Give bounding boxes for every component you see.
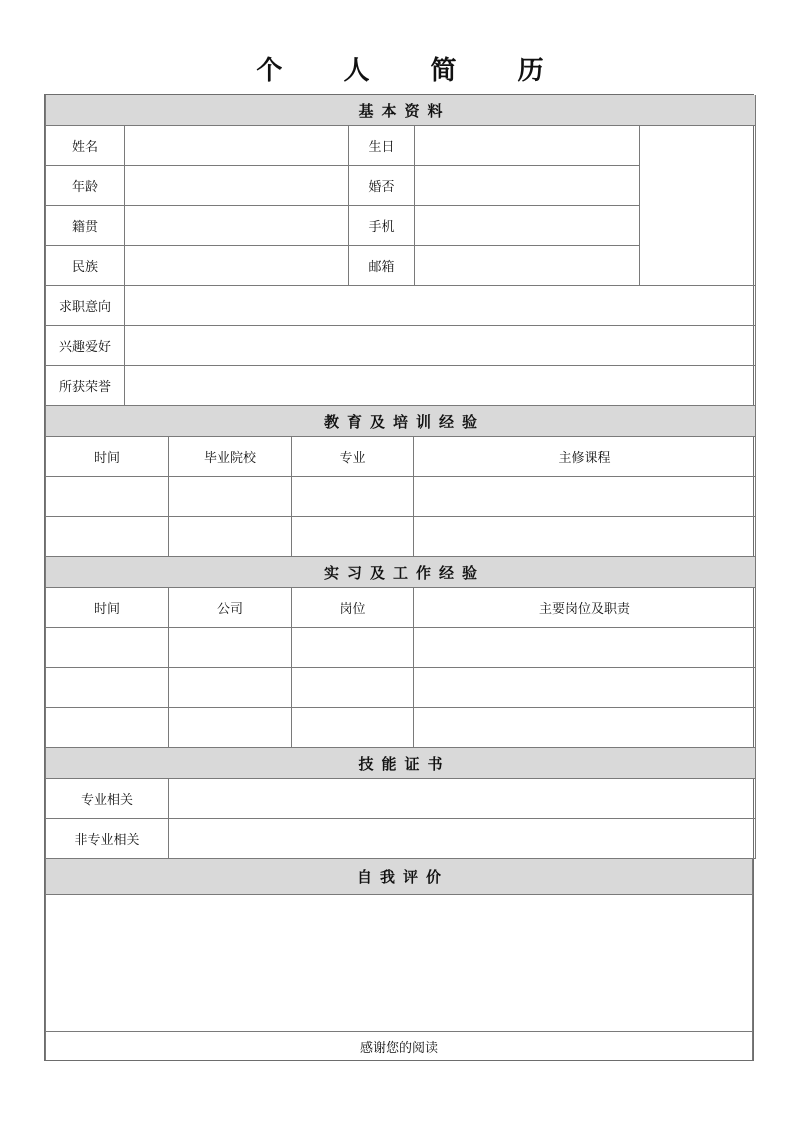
phone-field[interactable] xyxy=(415,206,640,246)
skills-section xyxy=(45,748,756,859)
work-cell[interactable] xyxy=(46,628,169,668)
age-label: 年龄 xyxy=(46,166,125,206)
self-eval-header: 自我评价 xyxy=(46,859,753,895)
self-eval-section xyxy=(45,859,753,1060)
skills-unrelated-field[interactable] xyxy=(169,819,756,859)
work-cell[interactable] xyxy=(169,668,292,708)
work-cell[interactable] xyxy=(414,708,756,748)
marital-field[interactable] xyxy=(415,166,640,206)
skills-related-field[interactable] xyxy=(169,779,756,819)
work-cell[interactable] xyxy=(414,628,756,668)
edu-cell[interactable] xyxy=(46,517,169,557)
ethnicity-field[interactable] xyxy=(125,246,349,286)
table-row xyxy=(46,708,756,748)
email-field[interactable] xyxy=(415,246,640,286)
edu-cell[interactable] xyxy=(414,517,756,557)
basic-info-section xyxy=(45,95,756,406)
hobbies-label: 兴趣爱好 xyxy=(46,326,125,366)
work-col-duties: 主要岗位及职责 xyxy=(414,588,756,628)
hometown-label: 籍贯 xyxy=(46,206,125,246)
work-col-time: 时间 xyxy=(46,588,169,628)
hobbies-field[interactable] xyxy=(125,326,756,366)
photo-box[interactable] xyxy=(640,126,756,286)
edu-cell[interactable] xyxy=(169,517,292,557)
work-cell[interactable] xyxy=(169,628,292,668)
page-title: 个 人 简 历 xyxy=(256,56,570,86)
table-row xyxy=(46,668,756,708)
basic-info-header: 基本资料 xyxy=(46,95,756,126)
honors-label: 所获荣誉 xyxy=(46,366,125,406)
skills-unrelated-label: 非专业相关 xyxy=(46,819,169,859)
work-cell[interactable] xyxy=(46,668,169,708)
work-cell[interactable] xyxy=(292,628,414,668)
phone-label: 手机 xyxy=(349,206,415,246)
email-label: 邮箱 xyxy=(349,246,415,286)
table-row xyxy=(46,517,756,557)
hometown-field[interactable] xyxy=(125,206,349,246)
edu-cell[interactable] xyxy=(46,477,169,517)
name-field[interactable] xyxy=(125,126,349,166)
footer-text: 感谢您的阅读 xyxy=(46,1032,753,1061)
birthday-field[interactable] xyxy=(415,126,640,166)
work-cell[interactable] xyxy=(414,668,756,708)
self-eval-field[interactable] xyxy=(46,895,753,1032)
name-label: 姓名 xyxy=(46,126,125,166)
age-field[interactable] xyxy=(125,166,349,206)
edu-cell[interactable] xyxy=(292,477,414,517)
education-header: 教育及培训经验 xyxy=(46,406,756,437)
work-cell[interactable] xyxy=(169,708,292,748)
honors-field[interactable] xyxy=(125,366,756,406)
marital-label: 婚否 xyxy=(349,166,415,206)
work-cell[interactable] xyxy=(46,708,169,748)
education-section xyxy=(45,406,756,557)
edu-cell[interactable] xyxy=(292,517,414,557)
work-cell[interactable] xyxy=(292,708,414,748)
edu-col-school: 毕业院校 xyxy=(169,437,292,477)
edu-col-major: 专业 xyxy=(292,437,414,477)
skills-header: 技能证书 xyxy=(46,748,756,779)
edu-cell[interactable] xyxy=(169,477,292,517)
edu-cell[interactable] xyxy=(414,477,756,517)
job-intention-label: 求职意向 xyxy=(46,286,125,326)
job-intention-field[interactable] xyxy=(125,286,756,326)
birthday-label: 生日 xyxy=(349,126,415,166)
skills-related-label: 专业相关 xyxy=(46,779,169,819)
work-cell[interactable] xyxy=(292,668,414,708)
edu-col-time: 时间 xyxy=(46,437,169,477)
work-col-position: 岗位 xyxy=(292,588,414,628)
resume-form xyxy=(44,94,754,1061)
work-col-company: 公司 xyxy=(169,588,292,628)
work-section xyxy=(45,557,756,748)
work-header: 实习及工作经验 xyxy=(46,557,756,588)
table-row xyxy=(46,628,756,668)
table-row xyxy=(46,477,756,517)
ethnicity-label: 民族 xyxy=(46,246,125,286)
edu-col-courses: 主修课程 xyxy=(414,437,756,477)
